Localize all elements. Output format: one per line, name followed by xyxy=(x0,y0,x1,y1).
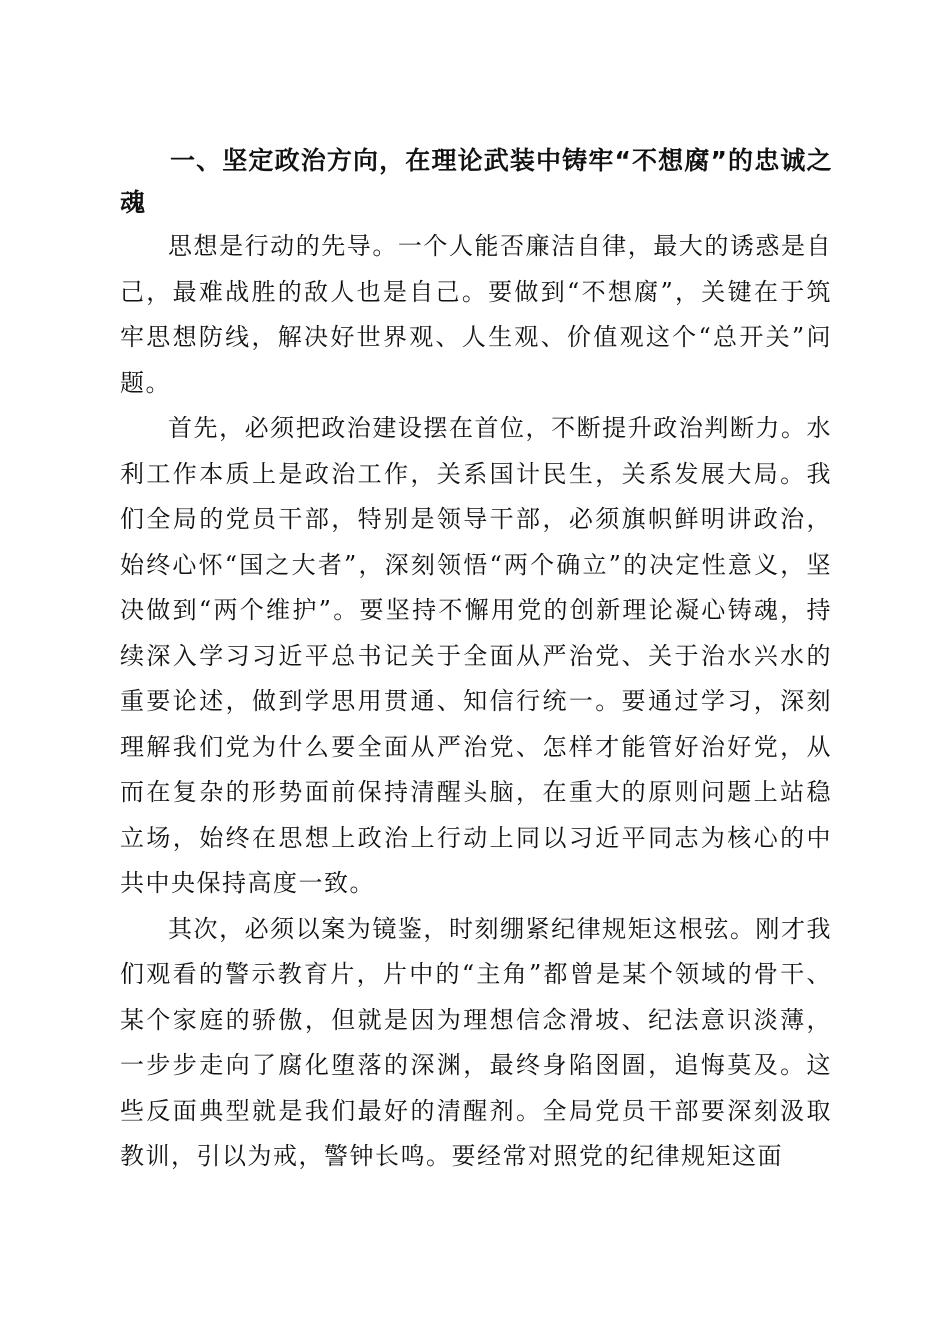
paragraph-2: 首先，必须把政治建设摆在首位，不断提升政治判断力。水利工作本质上是政治工作，关系国计民生，关系发展大局。我们全局的党员干部，特别是领导干部，必须旗帜鲜明讲政治，始终心怀“国之大者”，深刻领悟“两个确立”的决定性意义，坚决做到“两个维护”。要坚持不懈用党的创新理论凝心铸魂，持续深入学习习近平总书记关于全面从严治党、关于治水兴水的重要论述，做到学思用贯通、知信行统一。要通过学习，深刻理解我们党为什么要全面从严治党、怎样才能管好治好党，从而在复杂的形势面前保持清醒头脑，在重大的原则问题上站稳立场，始终在思想上政治上行动上同以习近平同志为核心的中共中央保持高度一致。 xyxy=(120,414,832,897)
document-body xyxy=(120,140,832,1180)
paragraph-3: 其次，必须以案为镜鉴，时刻绷紧纪律规矩这根弦。刚才我们观看的警示教育片，片中的“主角”都曾是某个领域的骨干、某个家庭的骄傲，但就是因为理想信念滑坡、纪法意识淡薄，一步步走向了腐化堕落的深渊，最终身陷囹圄，追悔莫及。这些反面典型就是我们最好的清醒剂。全局党员干部要深刻汲取教训，引以为戒，警钟长鸣。要经常对照党的纪律规矩这面 xyxy=(120,914,832,1170)
section-heading: 一、坚定政治方向，在理论武装中铸牢“不想腐”的忠诚之魂 xyxy=(120,146,832,217)
paragraph-1: 思想是行动的先导。一个人能否廉洁自律，最大的诱惑是自己，最难战胜的敌人也是自己。要做到“不想腐”，关键在于筑牢思想防线，解决好世界观、人生观、价值观这个“总开关”问题。 xyxy=(120,232,832,397)
